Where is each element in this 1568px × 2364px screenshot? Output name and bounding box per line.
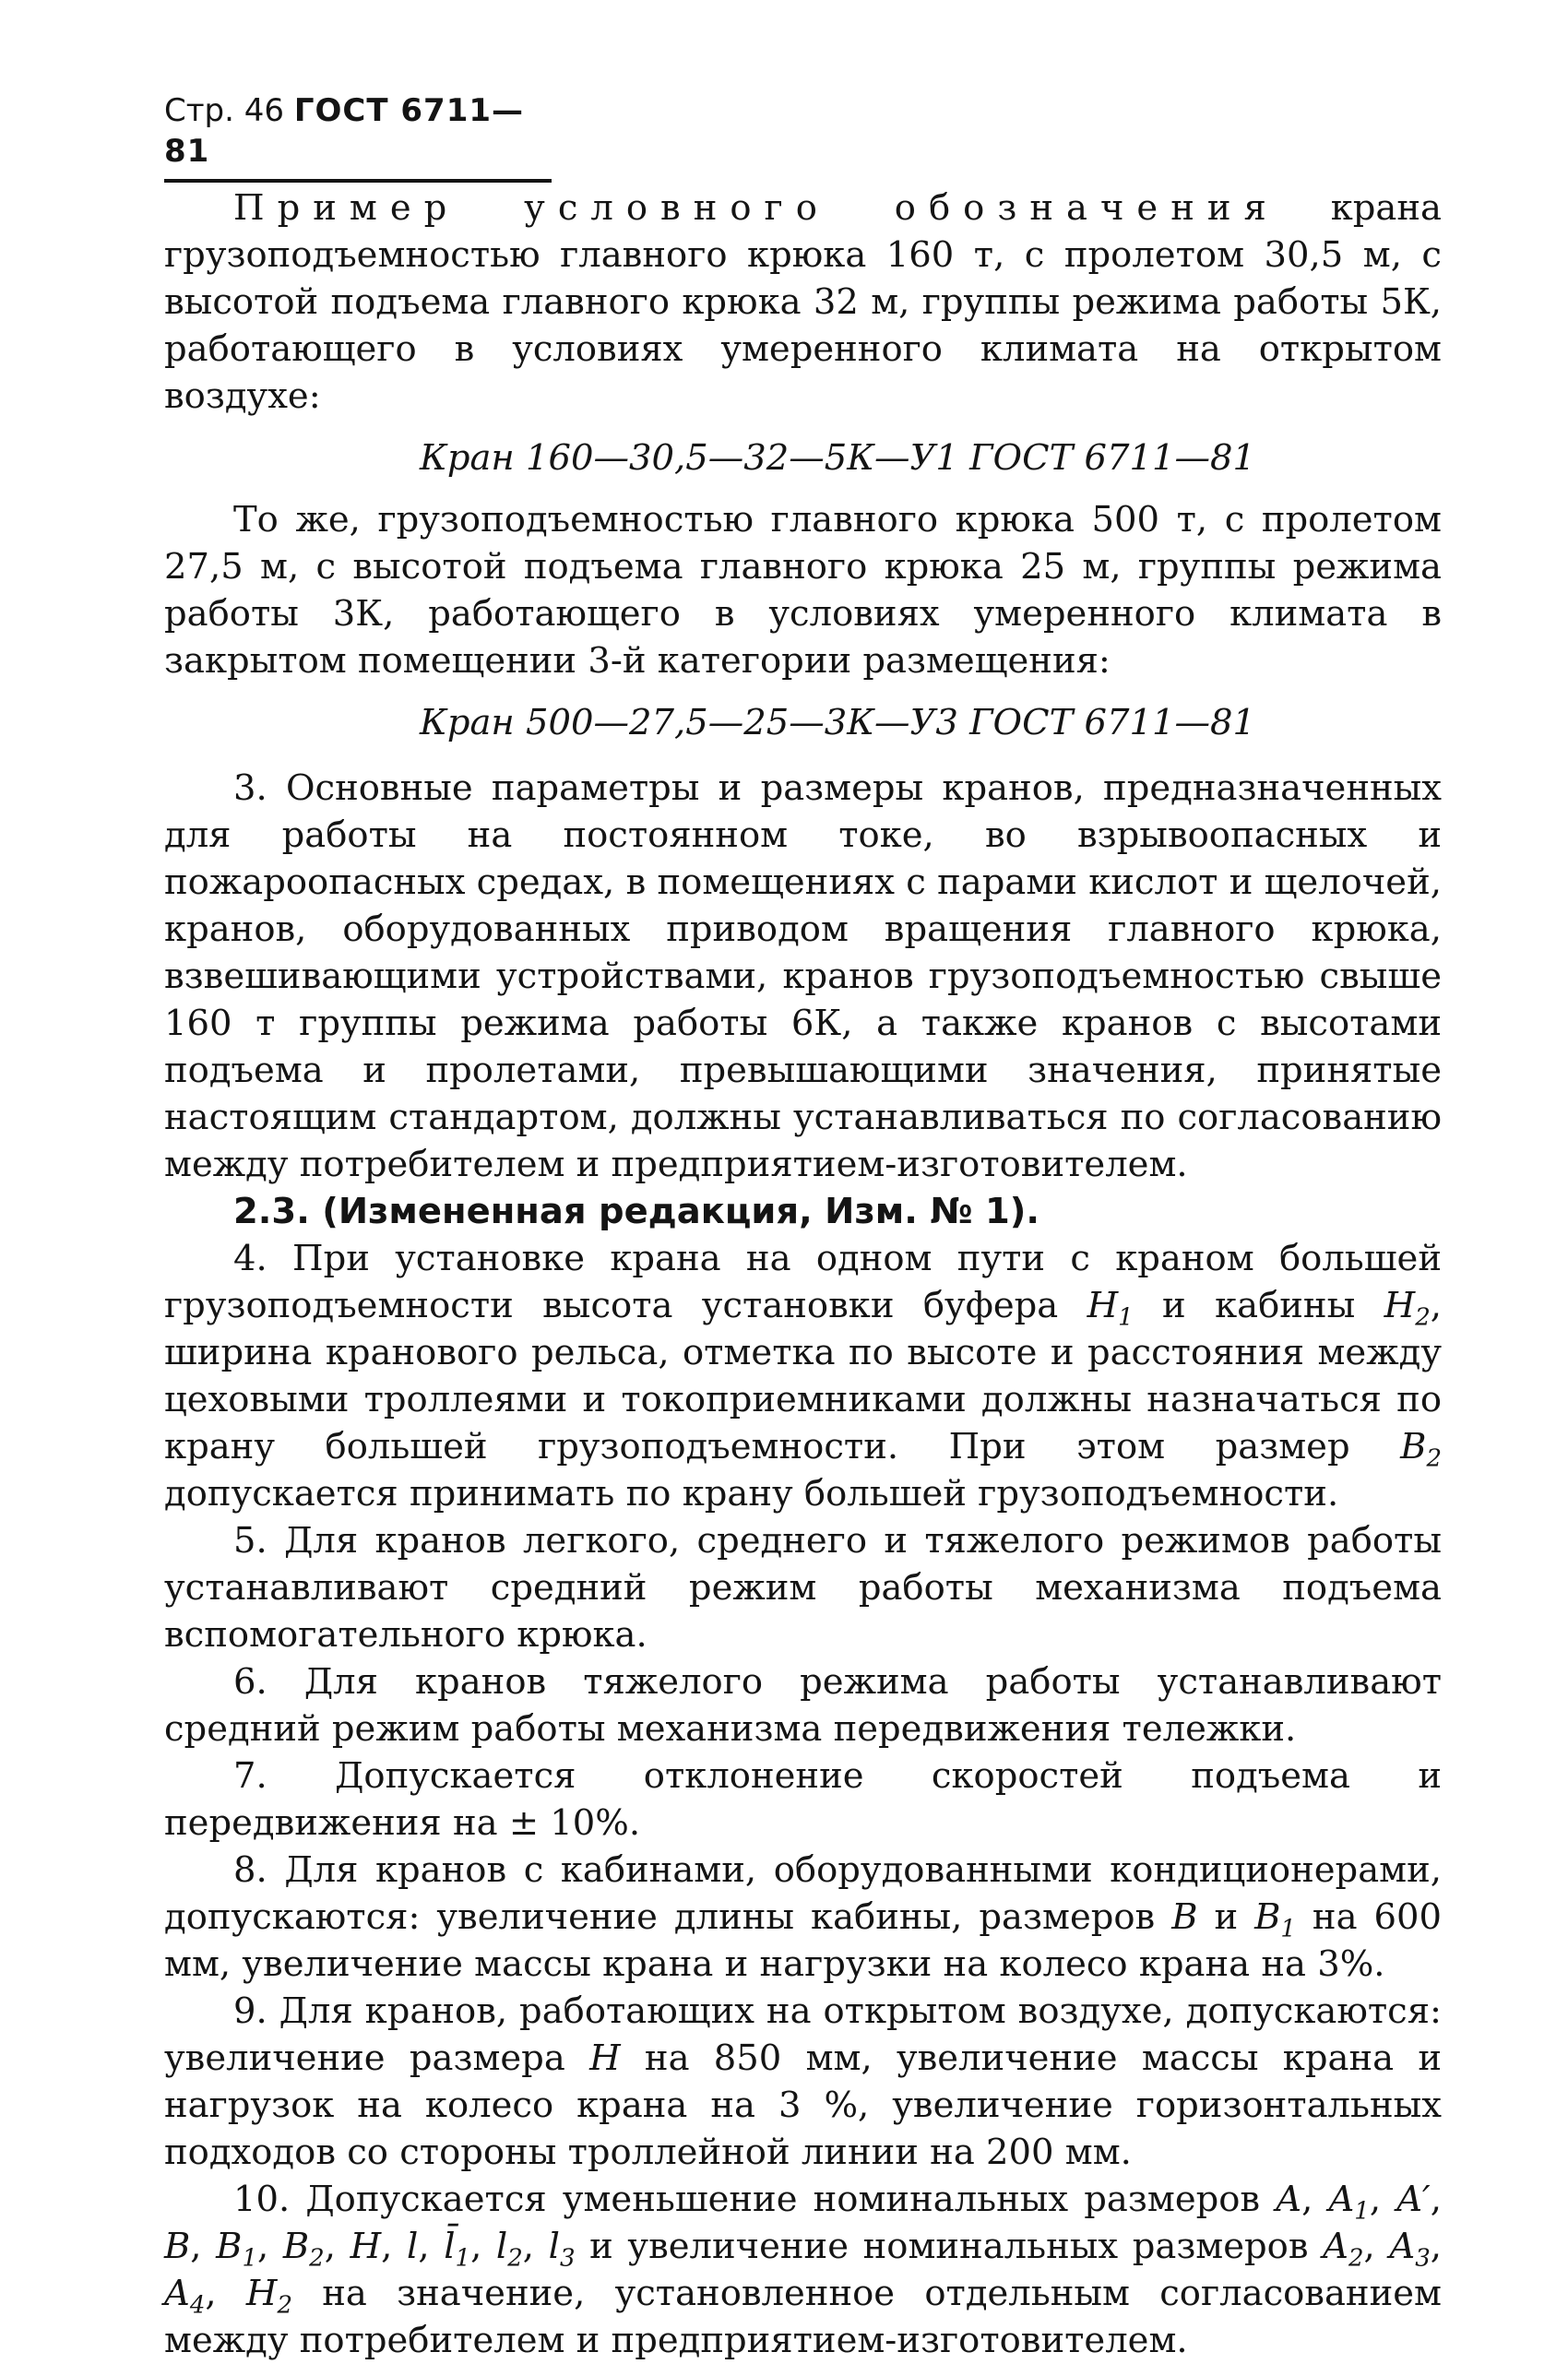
clause-9-text-b: на 850 мм, увеличение массы крана и нагрузок на колесо крана на 3 %, увеличение горизонтальных подходов со стороны троллейной линии на 200 мм. [164,2037,1442,2173]
amendment-note [164,1188,1442,1235]
symbol-l: l [407,2226,419,2267]
clause-4-text-d: допускается принимать по крану большей грузоподъемности. [164,1473,1339,1515]
symbol-a2: $A_2$ [1323,2226,1364,2273]
example-paragraph [164,184,1442,420]
symbol-l3: $l_3$ [548,2226,576,2273]
symbol-a3: $A_3$ [1389,2226,1431,2273]
symbol-b2: $B_2$ [1400,1426,1442,1473]
amendment-text: 2.3. (Измененная редакция, Изм. № 1). [233,1191,1039,1232]
symbol-b: B [1171,1896,1198,1938]
clause-8 [164,1847,1442,1988]
designation-example-2: Кран 500—27,5—25—3К—У3 ГОСТ 6711—81 [420,702,1255,743]
symbol-h: H [589,2037,621,2079]
clause-10-text-b: и увеличение номинальных размеров [575,2226,1324,2267]
symbol-h2: $H_2$ [245,2273,292,2320]
standard-number: ГОСТ 6711—81 [164,92,525,170]
example-lead: Пример условного обозначения [233,187,1279,229]
example2-paragraph: То же, грузоподъемностью главного крюка 500 т, с пролетом 27,5 м, с высотой подъема главного крюка 25 м, группы режима работы 3К, работающего в условиях умеренного климата в закрытом помещении 3-й категории размещения: [164,499,1442,682]
document-body [164,184,1442,2364]
symbol-a4: $A_4$ [164,2273,206,2320]
clause-10-text-c: на значение, установленное отдельным согласованием между потребителем и предприятием-изготовителем. [164,2273,1442,2361]
symbol-b1: $B_1$ [216,2226,257,2273]
symbol-a: A [1276,2179,1302,2220]
clause-9-text-a: 9. Для кранов, работающих на открытом воздухе, допускаются: увеличение размера [164,1990,1442,2079]
clause-8-and: и [1197,1896,1255,1938]
symbol-b: B [164,2226,191,2267]
page-number: Стр. 46 [164,92,285,129]
symbol-l1-bar: $l̄_1$ [444,2226,471,2273]
clause-4-text-c: , ширина кранового рельса, отметка по высоте и расстояния между цеховыми троллеями и токоприемниками должны назначаться по крану большей грузоподъемности. При этом размер [164,1285,1442,1467]
symbol-b1: $B_1$ [1254,1896,1296,1943]
clause-10: 10. Допускается уменьшение номинальных размеров A, $A_1$, A′, B, $B_1$, $B_2$, H, l, $l̄_1$, $l_2$, $l_3$ и увеличение номинальных размеров $A_2$, $A_3$, $A_4$, $H_2$ на значение, установленное отдельным согласованием между потребителем и предприятием-изготовителем. [164,2179,1442,2361]
clause-8-text-a: 8. Для кранов с кабинами, оборудованными кондиционерами, допускаются: увеличение длины кабины, размеров [164,1849,1442,1938]
symbol-h2: $H_2$ [1384,1285,1431,1332]
symbol-l2: $l_2$ [495,2226,523,2273]
clause-3: 3. Основные параметры и размеры кранов, предназначенных для работы на постоянном токе, во взрывоопасных и пожароопасных средах, в помещениях с парами кислот и щелочей, кранов, оборудованных приводом вращения главного крюка, взвешивающими устройствами, кранов грузоподъемностью свыше 160 т группы режима работы 6К, а также кранов с высотами подъема и пролетами, превышающими значения, принятые настоящим стандартом, должны устанавливаться по согласованию между потребителем и предприятием-изготовителем. [164,767,1442,1185]
clause-10-text-a: 10. Допускается уменьшение номинальных размеров [233,2179,1277,2220]
clause-8-text-b: на 600 мм, увеличение массы крана и нагрузки на колесо крана на 3%. [164,1896,1442,1985]
symbol-a1: $A_1$ [1328,2179,1370,2226]
clause-9 [164,1988,1442,2176]
symbol-h1: $H_1$ [1087,1285,1134,1332]
symbol-a-prime: A′ [1396,2179,1431,2220]
example-text: крана грузоподъемностью главного крюка 160 т, с пролетом 30,5 м, с высотой подъема главного крюка 32 м, группы режима работы 5К, работающего в условиях умеренного климата на открытом воздухе: [164,187,1443,417]
clause-4-text-a: 4. При установке крана на одном пути с краном большей грузоподъемности высота установки буфера [164,1238,1442,1326]
clause-6: 6. Для кранов тяжелого режима работы устанавливают средний режим работы механизма передвижения тележки. [164,1661,1442,1750]
clause-5: 5. Для кранов легкого, среднего и тяжелого режимов работы устанавливают средний режим работы механизма подъема вспомогательного крюка. [164,1520,1442,1656]
symbol-b2: $B_2$ [282,2226,325,2273]
clause-7: 7. Допускается отклонение скоростей подъема и передвижения на ± 10%. [164,1755,1442,1844]
clause-4 [164,1235,1442,1517]
clause-4-text-b: и кабины [1133,1285,1384,1326]
page-header [164,90,552,183]
symbol-h: H [350,2226,382,2267]
designation-example-1: Кран 160—30,5—32—5К—У1 ГОСТ 6711—81 [420,437,1255,479]
